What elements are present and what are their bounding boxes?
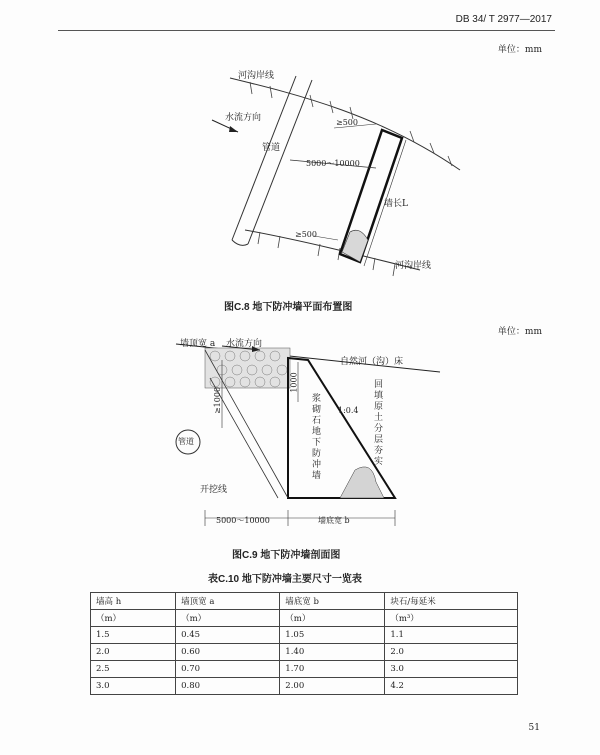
fig9-pipe-label: 管道 <box>178 437 194 446</box>
fig9-dim-right: 墙底宽 b <box>318 516 350 525</box>
fig8-bank-top-label: 河沟岸线 <box>238 71 275 81</box>
table-unit-cell: （m） <box>91 610 176 627</box>
dimensions-table <box>90 592 518 695</box>
table-header-cell: 墙底宽 b <box>280 593 385 610</box>
fig9-dim-left: 5000～10000 <box>216 516 270 525</box>
fig8-pipe-label: 管道 <box>262 143 281 153</box>
table-header-cell: 块石/每延米 <box>385 593 518 610</box>
fig8-flow-label: 水流方向 <box>225 113 262 123</box>
fig9-excavation-label: 开挖线 <box>200 485 228 495</box>
fig8-wall-length: 墙长L <box>384 199 408 209</box>
table-unit-cell: （m³） <box>385 610 518 627</box>
table-cell: 1.70 <box>280 661 385 678</box>
fig8-dist-top: ≥500 <box>336 118 358 127</box>
table-unit-cell: （m） <box>176 610 280 627</box>
table-cell: 4.2 <box>385 678 518 695</box>
table-cell: 2.0 <box>385 644 518 661</box>
fig8-dist-bottom: ≥500 <box>295 230 317 239</box>
fig9-top-width: 墙顶宽 a <box>180 339 216 349</box>
table-cell: 2.0 <box>91 644 176 661</box>
table-cell: 0.70 <box>176 661 280 678</box>
fig9-h1000-right: 1000 <box>289 372 299 393</box>
page-number: 51 <box>528 723 540 733</box>
fig9-flow: 水流方向 <box>226 339 263 349</box>
table-caption: 表C.10 地下防冲墙主要尺寸一览表 <box>208 574 362 585</box>
fig9-backfill-label: 回填原土分层夯实 <box>374 380 384 467</box>
table-cell: 1.05 <box>280 627 385 644</box>
fig9-wall-label: 浆砌石地下防冲墙 <box>312 394 322 481</box>
table-unit-cell: （m） <box>280 610 385 627</box>
table-row <box>91 678 518 695</box>
fig8-bank-bottom-label: 河沟岸线 <box>395 261 432 271</box>
table-cell: 3.0 <box>385 661 518 678</box>
table-row <box>91 661 518 678</box>
table-unit-row <box>91 610 518 627</box>
table-row <box>91 644 518 661</box>
table-cell: 1.40 <box>280 644 385 661</box>
table-row <box>91 627 518 644</box>
fig9-caption: 图C.9 地下防冲墙剖面图 <box>232 550 341 561</box>
table-header-cell: 墙顶宽 a <box>176 593 280 610</box>
table-cell: 2.00 <box>280 678 385 695</box>
fig9-h1000-left: ≥1000 <box>213 386 223 415</box>
fig8-caption: 图C.8 地下防冲墙平面布置图 <box>224 302 353 313</box>
table-cell: 0.60 <box>176 644 280 661</box>
table-header-row <box>91 593 518 610</box>
table-cell: 3.0 <box>91 678 176 695</box>
table-cell: 0.80 <box>176 678 280 695</box>
fig8-plan-drawing <box>0 0 600 320</box>
standard-number: DB 34/ T 2977—2017 <box>455 14 552 25</box>
fig9-unit: 单位：mm <box>497 327 542 337</box>
fig8-span: 5000～10000 <box>306 159 360 168</box>
table-cell: 2.5 <box>91 661 176 678</box>
table-header-cell: 墙高 h <box>91 593 176 610</box>
fig9-bed: 自然河（沟）床 <box>340 357 404 367</box>
fig8-unit: 单位：mm <box>497 45 542 55</box>
table-cell: 0.45 <box>176 627 280 644</box>
fig9-section-drawing <box>0 320 600 550</box>
fig9-slope: 1:0.4 <box>338 406 359 415</box>
table-cell: 1.1 <box>385 627 518 644</box>
table-cell: 1.5 <box>91 627 176 644</box>
